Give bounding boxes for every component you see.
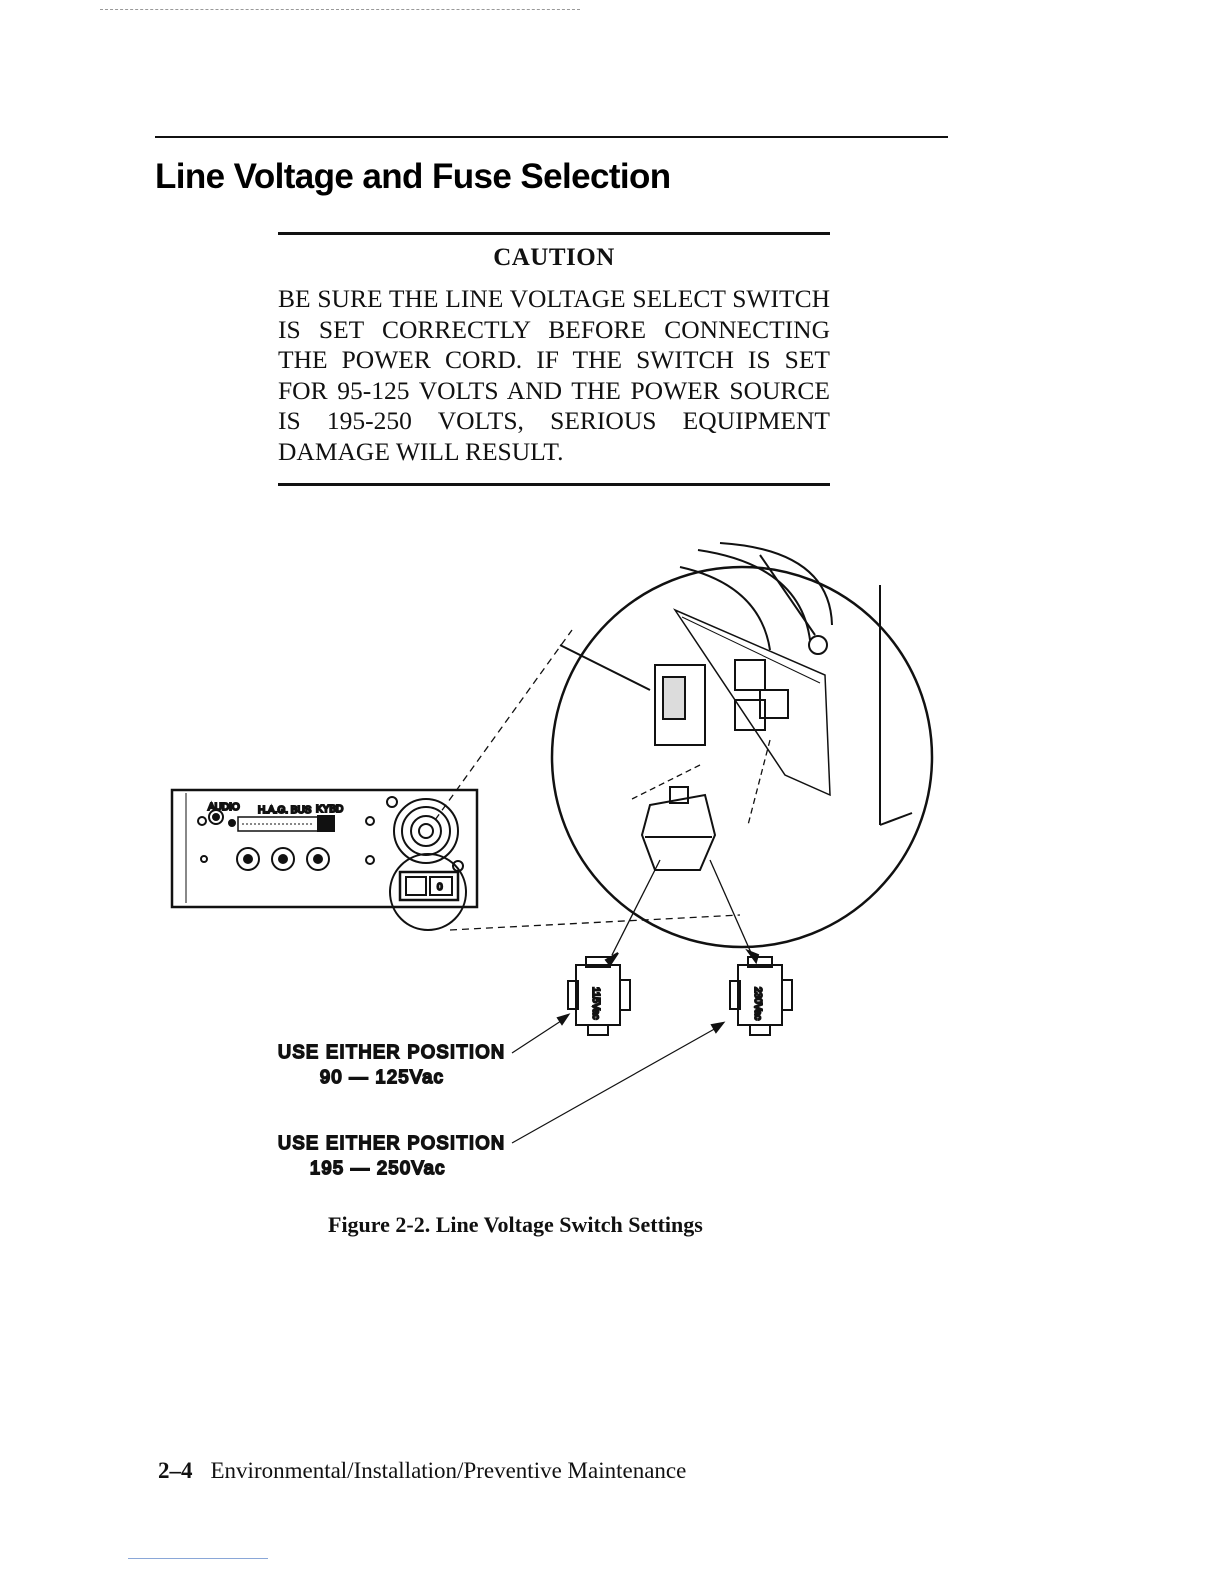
- label-low-line1: USE EITHER POSITION: [278, 1042, 506, 1062]
- panel-keybd-label: KYBD: [316, 804, 344, 815]
- switch-position-low: [568, 957, 630, 1035]
- label-high-line2: 195 — 250Vac: [310, 1158, 446, 1178]
- panel-audio-label: AUDIO: [208, 802, 240, 813]
- label-low-line2: 90 — 125Vac: [320, 1067, 445, 1087]
- section-top-rule: [155, 136, 948, 138]
- magnified-view: [552, 543, 932, 947]
- caution-top-rule: [278, 232, 830, 235]
- line-voltage-figure: [160, 525, 950, 1195]
- switch-position-high: [730, 957, 792, 1035]
- figure-caption: Figure 2-2. Line Voltage Switch Settings: [328, 1212, 703, 1237]
- caution-bottom-rule: [278, 483, 830, 486]
- scan-artifact-line: [100, 9, 580, 11]
- line-voltage-diagram: [160, 525, 950, 1195]
- rear-panel: [172, 790, 477, 930]
- caution-box: [278, 232, 830, 486]
- switch-high-text: 230Vac: [752, 987, 763, 1021]
- caution-heading: CAUTION: [493, 244, 615, 271]
- corner-mark: [128, 1558, 268, 1559]
- page-footer: [158, 1458, 686, 1484]
- label-high-line1: USE EITHER POSITION: [278, 1133, 506, 1153]
- svg-text:0: 0: [437, 882, 443, 893]
- section-title: Line Voltage and Fuse Selection: [155, 157, 671, 196]
- page-number: 2–4: [158, 1458, 193, 1483]
- caution-text: BE SURE THE LINE VOLTAGE SELECT SWITCH IS SET CORRECTLY BEFORE CONNECTING THE POWER CORD. IF THE SWITCH IS SET FOR 95-125 VOLTS AND THE POWER SOURCE IS 195-250 VOLTS, SERIOUS EQUIPMENT DAMAGE WILL RESULT.: [278, 284, 830, 466]
- chapter-title: Environmental/Installation/Preventive Maintenance: [210, 1458, 687, 1483]
- switch-low-text: 115Vac: [590, 987, 601, 1020]
- panel-bus-label: H.A.G. BUS: [258, 805, 312, 816]
